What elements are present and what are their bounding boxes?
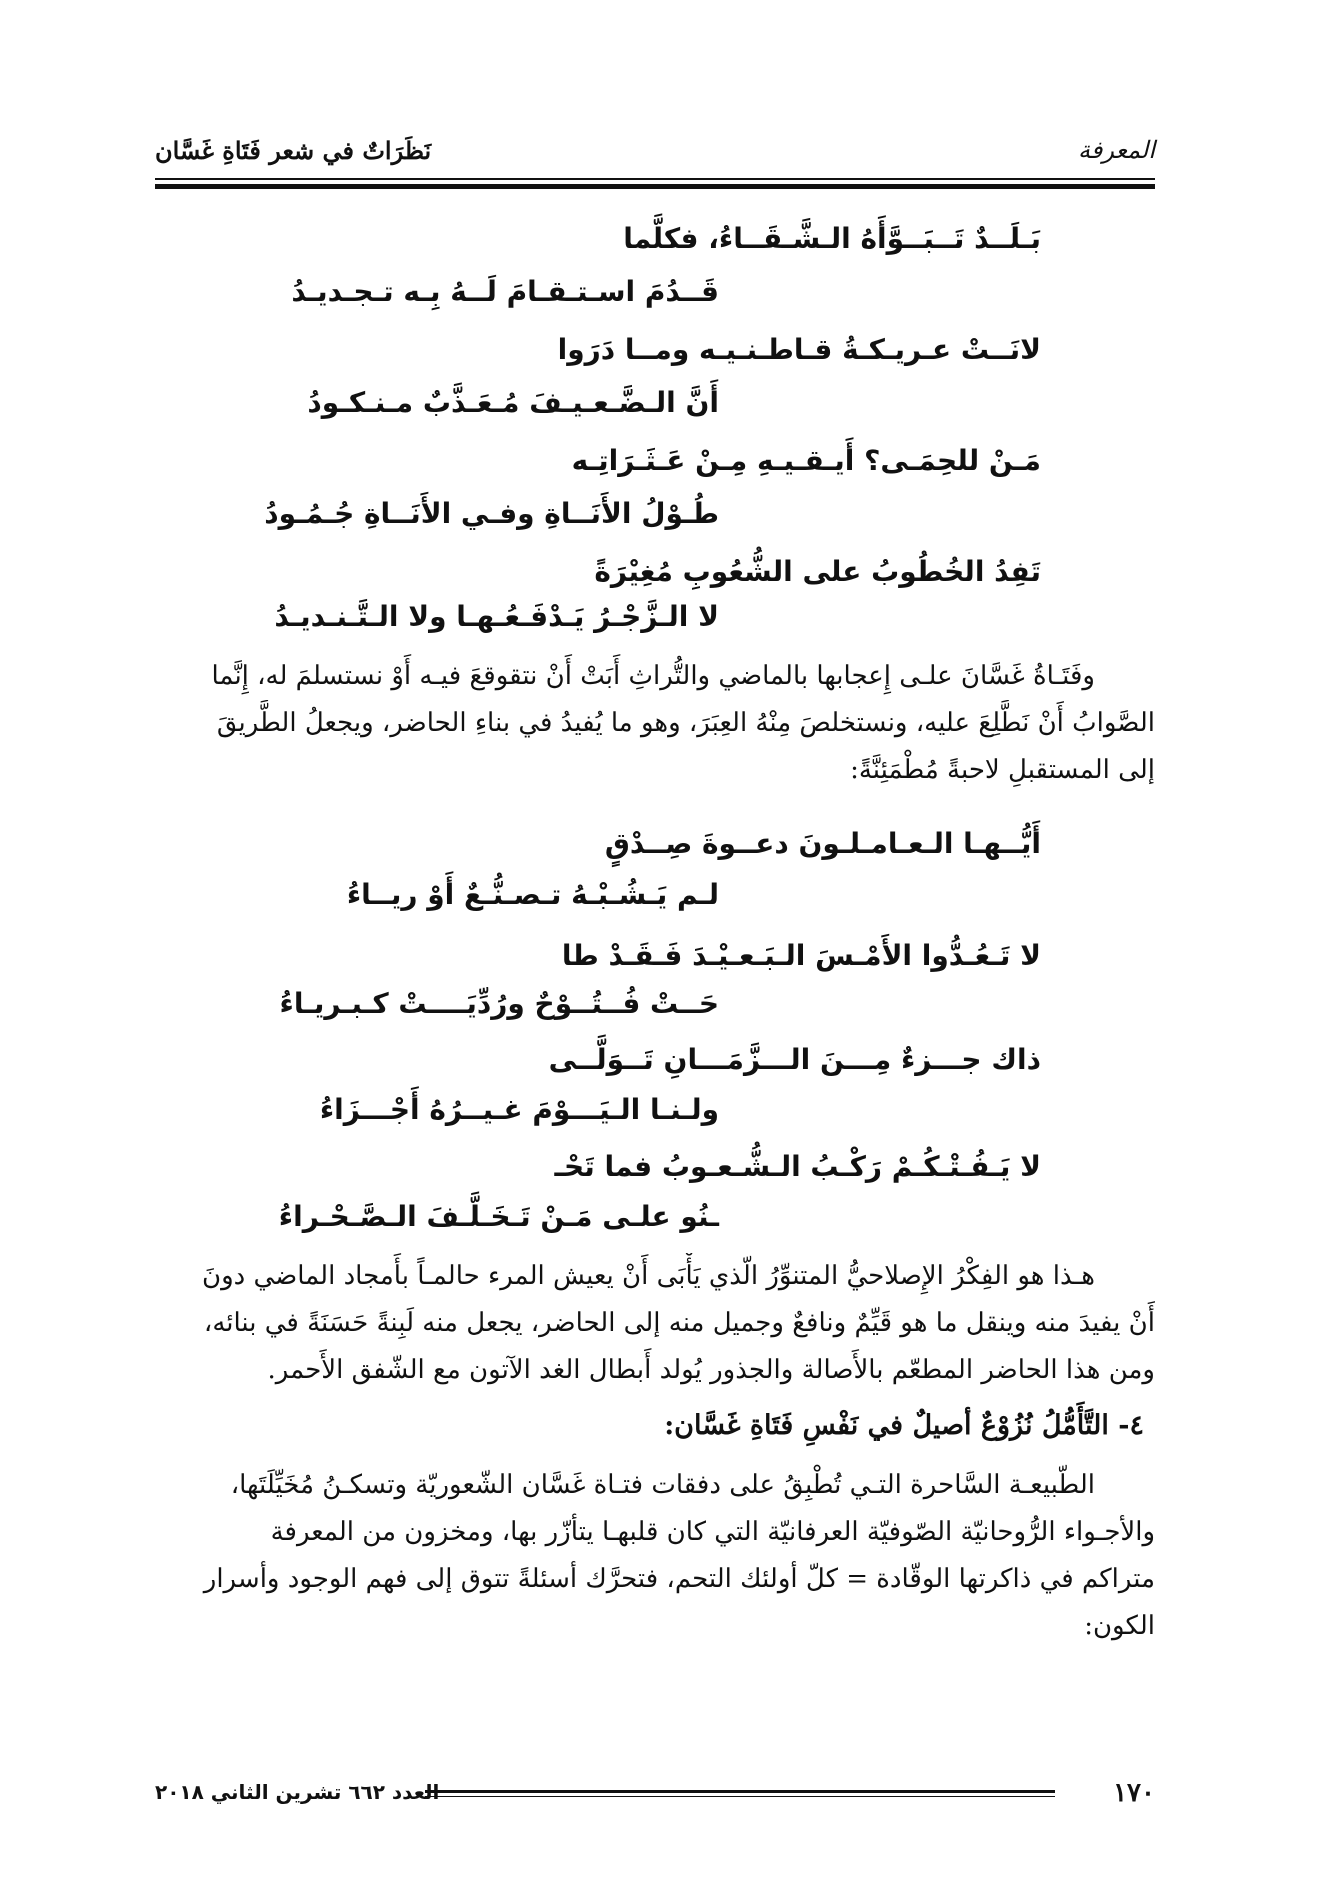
verse-line: ـنُو علـى مَـنْ تَـخَـلَّـفَ الـصَّـحْـراءُ [278, 1200, 719, 1233]
journal-logo: المعرفة [1077, 136, 1155, 164]
paragraph-line: أَنْ يفيدَ منه وينقل ما هو قَيِّمٌ ونافعٌ وجميل منه إلى الحاضر، يجعل منه لَبِنةً حَسَنَةً في بنائه، [203, 1308, 1155, 1338]
footer-rule-thin [425, 1796, 1055, 1797]
verse-line: ولـنـا الـيَـــوْمَ غـيــرُهُ أَجْـــزَاءُ [319, 1093, 719, 1126]
verse-line: بَـلَــدٌ تَــبَــوَّأَهُ الـشَّـقَــاءُ، فكلَّما [623, 222, 1041, 255]
verse-line: مَـنْ للحِمَـى؟ أَيـقـيـهِ مِـنْ عَـثَـرَاتِـه [571, 444, 1041, 477]
verse-line: ذاك جـــزءٌ مِـــنَ الـــزَّمَـــانِ تَــوَلَّــى [548, 1043, 1041, 1076]
header-rule-thick [155, 184, 1155, 189]
header-rule [155, 178, 1155, 180]
page-footer [155, 1778, 1155, 1808]
paragraph-line: هـذا هو الفِكْرُ الإِصلاحيُّ المتنوِّرُ الّذي يَأْبَى أَنْ يعيش المرء حالمـاً بأَمجاد الماضي دونَ [201, 1261, 1095, 1291]
verse-line: لا يَـفُـتْـكُـمْ رَكْـبُ الـشُّـعـوبُ فما تَحْـ [554, 1150, 1041, 1183]
verse-line: تَفِدُ الخُطُوبُ على الشُّعُوبِ مُغِيْرَةً [594, 555, 1041, 588]
paragraph-line: الصَّوابُ أَنْ نَطَّلِعَ عليه، ونستخلصَ مِنْهُ العِبَرَ، وهو ما يُفيدُ في بناءِ الحاضر، ويجعلُ الطَّريقَ [216, 708, 1155, 738]
verse-line: لا الـزَّجْـرُ يَـدْفَـعُـهـا ولا الـتَّـنـديـدُ [274, 600, 719, 633]
paragraph-2 [155, 1253, 1155, 1394]
verse-line: طُـوْلُ الأَنَــاةِ وفـي الأَنَــاةِ جُـمُـودُ [264, 497, 719, 530]
paragraph-3 [155, 1462, 1155, 1650]
paragraph-line: الطّبيعـة السَّاحرة التـي تُطْبِقُ على دفقات فتـاة غَسَّان الشّعوريّة وتسكـنُ مُخَيِّلَتَها، [230, 1470, 1095, 1500]
verse-line: أَنَّ الـضَّـعـيـفَ مُـعَـذَّبٌ مـنـكـودُ [307, 386, 719, 419]
paragraph-line: الكون: [1084, 1611, 1155, 1641]
section-heading: ٤- التَّأَمُّلُ نُزُوْعٌ أصيلٌ في نَفْسِ فَتَاةِ غَسَّان: [664, 1410, 1144, 1441]
verse-line: لـم يَـشُـبْـهُ تـصـنُّـعٌ أَوْ ريــاءُ [346, 878, 719, 911]
verse-line: لانَــتْ عـريـكـةُ قـاطـنـيـه ومــا دَرَوا [557, 333, 1041, 366]
verse-line: أَيُّــهـا الـعـامـلـونَ دعــوةَ صِــدْقٍ [604, 827, 1041, 860]
article-title: نَظَرَاتٌ في شعر فَتَاةِ غَسَّان [155, 136, 432, 165]
page-number: ١٧٠ [1113, 1778, 1155, 1808]
paragraph-1 [155, 653, 1155, 794]
paragraph-line: إلى المستقبلِ لاحبةً مُطْمَئِنَّةً: [850, 755, 1155, 785]
paragraph-line: وفَتَـاةُ غَسَّانَ علـى إِعجابها بالماضي والتُّراثِ أَبَتْ أَنْ نتقوقعَ فيـه أَوْ نستسلمَ له، إِنَّما [211, 661, 1095, 691]
verse-line: قَــدُمَ اسـتـقـامَ لَــهُ بِـه تـجـديـدُ [291, 275, 719, 308]
verse-line: حَــتْ فُــتُــوْحٌ ورُدِّيَــــتْ كـبـريـاءُ [279, 987, 719, 1020]
paragraph-line: ومن هذا الحاضر المطعّم بالأَصالة والجذور يُولد أَبطال الغد الآتون مع الشّفق الأَحمر. [267, 1355, 1155, 1385]
paragraph-line: والأجـواء الرُّوحانيّة الصّوفيّة العرفانيّة التي كان قلبهـا يتأزّر بها، ومخزون من المعرفة [270, 1517, 1155, 1547]
verse-line: لا تَـعُـدُّوا الأَمْـسَ الـبَـعـيْـدَ فَـقَـدْ طا [561, 939, 1041, 972]
footer-rule [425, 1790, 1055, 1793]
paragraph-line: متراكم في ذاكرتها الوقّادة = كلّ أولئك التحم، فتحرَّك أسئلةً تتوق إلى فهم الوجود وأسرار [203, 1564, 1155, 1594]
running-header [155, 128, 1155, 168]
issue-info: العدد ٦٦٢ تشرين الثاني ٢٠١٨ [155, 1780, 440, 1804]
